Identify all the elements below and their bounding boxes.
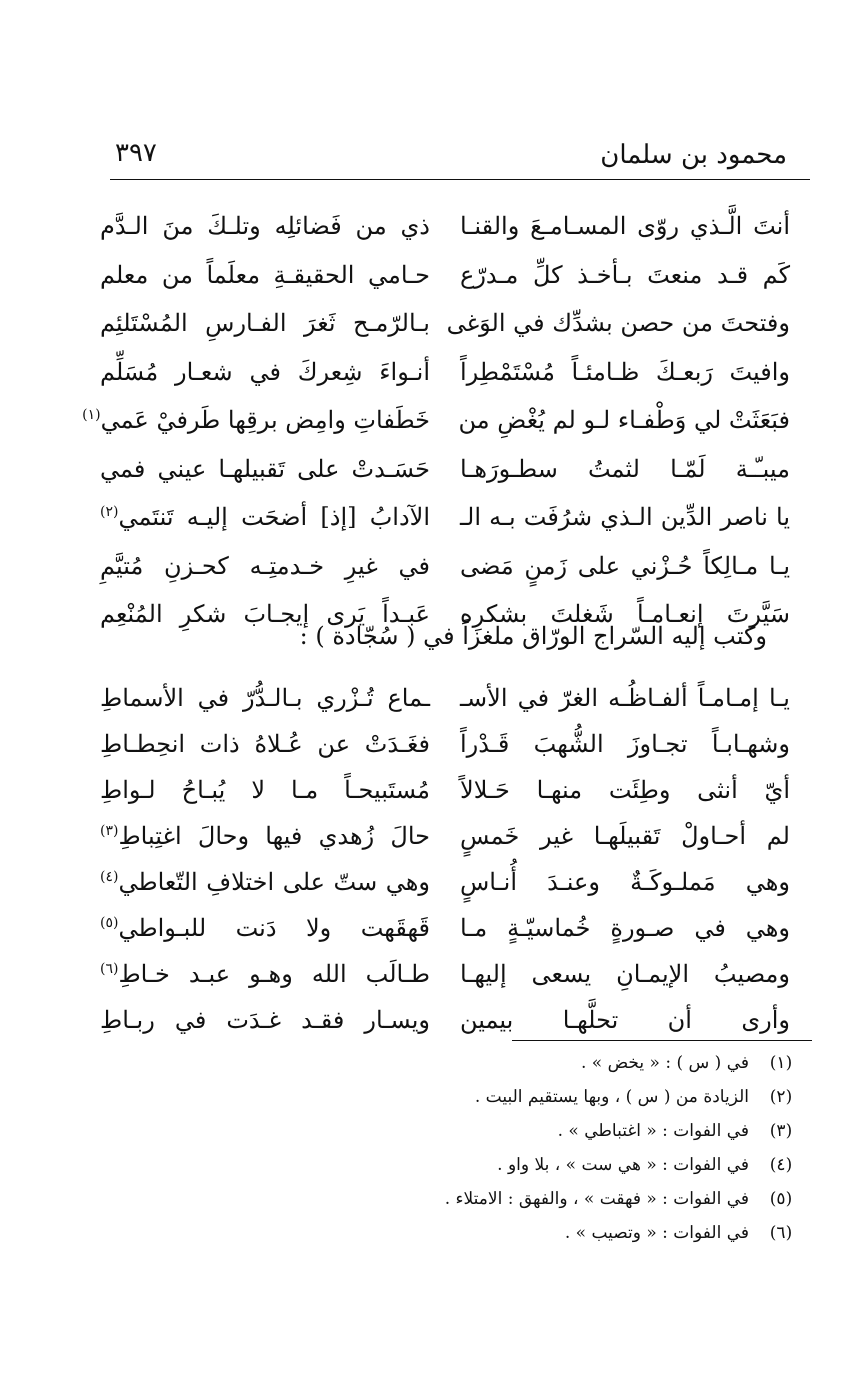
verse-left-hemistich [100,503,430,531]
verse-left-hemistich [100,730,430,758]
verse-line [100,493,790,542]
footnote-number: (٤) [769,1155,793,1175]
verse-left-text: ذي من فَضائلِه وتلـكَ منَ الـدَّم [100,212,430,241]
footnote-text: في الفوات : « اغتباطي » . [557,1121,749,1141]
footnote-reference: (٤) [100,869,119,885]
verse-right-hemistich: وأرى أن تحلَّهـا بيمين [460,1006,790,1034]
verse-left-hemistich [100,1006,430,1034]
footnote-item [107,1080,807,1114]
verse-line [100,951,790,997]
verse-left-text: بـالرّمـح ثَغرَ الفـارسِ المُسْتَلئِم [100,309,430,338]
footnote-reference: (٥) [100,915,119,931]
verse-right-hemistich: لم أحـاولْ تَقبيلَهـا غير خَمسٍ [460,822,790,850]
verse-right-hemistich: ميبـّـة لَمّـا لثمتُ سطـورَهـا [460,454,790,483]
verse-left-hemistich [100,822,430,850]
verse-left-hemistich [100,261,430,289]
verse-left-text: فغَـدَتْ عن عُـلاهُ ذات انحِطـاطِ [100,730,430,758]
verse-left-hemistich [100,358,430,386]
prose-introduction: وكتب إليه السّراج الورّاق ملغزاً في ( سُجّادة ) : [299,622,767,650]
verse-line [100,542,790,591]
verse-left-text: خَطَفاتِ وامِض برقِها طَرفيْ عَمي [100,406,430,435]
verse-right-hemistich: فبَعَثَتْ لي وَطْفـاء لـو لم يُغْضِ من [458,406,790,435]
footnote-item [107,1148,807,1182]
footnote-number: (٦) [769,1223,793,1243]
verse-left-text: في غيرِ خـدمتِـه كحـزنِ مُتيَّمِ [100,551,430,580]
verse-right-hemistich: وهي مَملـوكَـةٌ وعنـدَ أُنـاسٍ [460,868,790,896]
footnote-rule [512,1040,812,1041]
running-header-author: محمود بن سلمان [600,140,787,170]
verse-line [100,202,790,251]
verse-left-hemistich [100,684,430,712]
verse-line [100,675,790,721]
verse-right-hemistich: يا ناصر الدِّين الـذي شرُفَت بـه الـ [460,503,790,532]
verse-line [100,813,790,859]
footnote-item [107,1182,807,1216]
footnote-number: (٢) [769,1087,793,1107]
verse-left-hemistich [100,868,430,896]
verse-right-hemistich: وشهـابـاً تجـاوزَ الشُّهبَ قَـدْراً [460,730,790,758]
verse-left-hemistich [100,309,430,337]
verse-left-text: حـامي الحقيقـةِ معلَماً من معلم [100,260,430,289]
poem-first [82,202,790,639]
footnote-text: الزيادة من ( س ) ، وبها يستقيم البيت . [474,1087,749,1107]
footnote-reference: (٣) [100,823,119,839]
footnote-reference: (١) [82,407,101,424]
header-rule [110,179,810,180]
verse-left-text: مُستَبيحـاً مـا لا يُبـاحُ لـواطِ [100,776,430,804]
verse-left-text: وهي ستّ على اختلافِ التّعاطي [118,868,430,896]
page-number: ٣٩٧ [115,138,157,168]
footnote-number: (١) [769,1053,793,1073]
verse-left-text: قَهقَهت ولا دَنت للبـواطي [118,914,430,942]
verse-left-hemistich [100,776,430,804]
verse-line [100,997,790,1043]
verse-left-hemistich [100,552,430,580]
footnote-reference: (٦) [100,961,119,977]
verse-line [100,721,790,767]
footnote-item [107,1114,807,1148]
verse-right-hemistich: وهي في صـورةٍ خُماسيّـةٍ مـا [460,914,790,942]
verse-line [100,251,790,300]
footnote-text: في الفوات : « هي ست » ، بلا واو . [497,1155,749,1175]
verse-left-text: الآدابُ [إذ] أضحَت إليـه تَنتَمي [118,503,430,532]
verse-left-text: طـالَب الله وهـو عبـد خـاطِ [118,960,430,988]
verse-right-hemistich: يـا إمـامـاً ألفـاظُـه الغرّ في الأسـ [460,684,790,712]
verse-line [100,859,790,905]
footnotes [107,1046,807,1250]
verse-left-text: أنـواءَ شِعركَ في شعـار مُسَلِّم [100,357,430,386]
verse-left-text: حَسَـدتْ على تَقبيلهـا عيني فمي [100,454,430,483]
verse-left-text: ويسـار فقـد غـدَت في ربـاطِ [100,1006,430,1034]
verse-right-hemistich: وفتحتَ من حصن بشدِّك في الوَغى [446,309,790,338]
footnote-item [107,1046,807,1080]
verse-right-hemistich: وافيتَ رَبعـكَ ظـامئـاً مُسْتَمْطِراً [460,357,790,386]
verse-right-hemistich: يـا مـالِكاً حُـزْني على زَمنٍ مَضى [460,551,790,580]
verse-left-text: حالَ زُهدي فيها وحالَ اغتِباطِ [118,822,430,850]
poem-riddle [100,675,790,1043]
verse-right-hemistich: سَيَّرتَ إنعـامـاً شَغلتَ بشكرِه [460,600,790,629]
verse-right-hemistich: ومصيبُ الإيمـانِ يسعى إليهـا [460,960,790,988]
verse-line [100,348,790,397]
footnote-text: في ( س ) : « يخض » . [580,1053,749,1073]
verse-left-hemistich [100,960,430,988]
verse-right-hemistich: كَم قـد منعتَ بـأخـذ كلِّ مـدرّع [460,260,790,289]
footnote-item [107,1216,807,1250]
verse-line [100,299,790,348]
verse-line [82,396,790,445]
verse-left-hemistich [100,455,430,483]
verse-line [100,445,790,494]
verse-right-hemistich: أيّ أنثى وطِئَت منهـا حَـلالاً [460,776,790,804]
verse-line [100,767,790,813]
footnote-reference: (٢) [100,504,119,521]
verse-left-text: عَبـداً يَرى إيجـابَ شكرِ المُنْعِم [100,600,430,629]
footnote-text: في الفوات : « وتصيب » . [564,1223,749,1243]
verse-line [100,905,790,951]
footnote-number: (٣) [769,1121,793,1141]
verse-right-hemistich: أنتَ الَّـذي روّى المسـامـعَ والقنـا [460,212,790,241]
footnote-number: (٥) [769,1189,793,1209]
verse-left-hemistich [100,212,430,240]
footnote-text: في الفوات : « فهقت » ، والفهق : الامتلاء . [444,1189,749,1209]
verse-left-hemistich [100,914,430,942]
verse-left-text: ـماع تُـزْري بـالـدُّرّ في الأسماطِ [100,684,430,712]
verse-left-hemistich [82,406,430,435]
